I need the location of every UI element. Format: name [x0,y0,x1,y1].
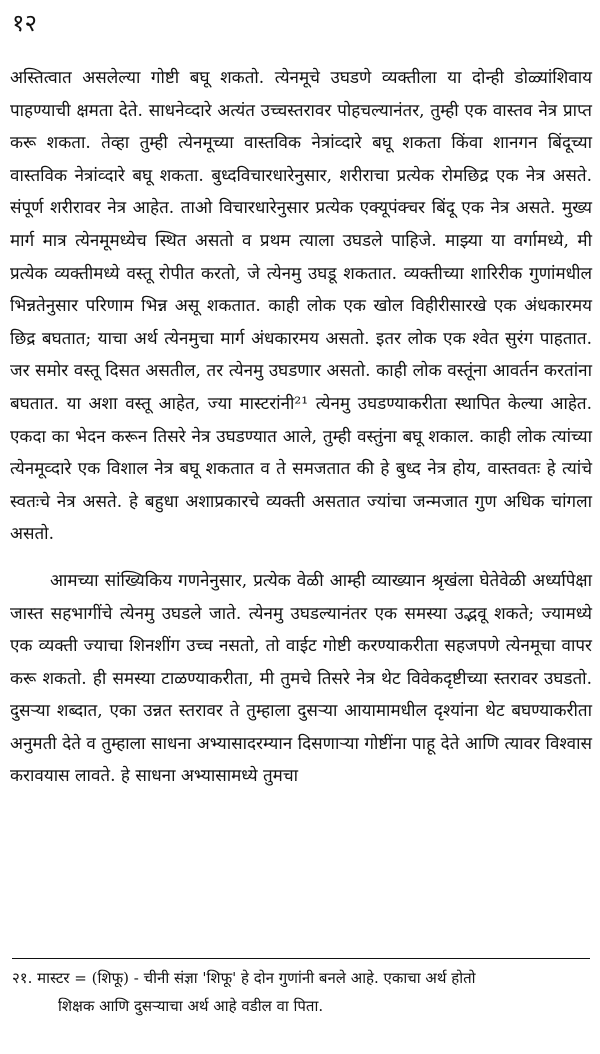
footnote-line: २१. मास्टर = (शिफू) - चीनी संज्ञा 'शिफू' हे दोन गुणांनी बनले आहे. एकाचा अर्थ होतो [12,969,476,987]
footnote-rule [12,958,590,959]
paragraph: अस्तित्वात असलेल्या गोष्टी बघू शकतो. त्येनमूचे उघडणे व्यक्तीला या दोन्ही डोळ्यांशिवाय पाहण्याची क्षमता देते. साधनेव्दारे अत्यंत उच्चस्तरावर पोहचल्यानंतर, तुम्ही एक वास्तव नेत्र प्राप्त करू शकता. तेव्हा तुम्ही त्येनमूच्या वास्तविक नेत्रांव्दारे बघू शकता किंवा शानगन बिंदूच्या वास्तविक नेत्रांव्दारे बघू शकता. बुध्दविचारधारेनुसार, शरीराचा प्रत्येक रोमछिद्र एक नेत्र असते. संपूर्ण शरीरावर नेत्र आहेत. ताओ विचारधारेनुसार प्रत्येक एक्यूपंक्चर बिंदू एक नेत्र असते. मुख्य मार्ग मात्र त्येनमूमध्येच स्थित असतो व प्रथम त्याला उघडले पाहिजे. माझ्या या वर्गामध्ये, मी प्रत्येक व्यक्तीमध्ये वस्तू रोपीत करतो, जे त्येनमु उघडू शकतात. व्यक्तीच्या शारिरीक गुणांमधील भिन्नतेनुसार परिणाम भिन्न असू शकतात. काही लोक एक खोल विहीरीसारखे एक अंधकारमय छिद्र बघतात; याचा अर्थ त्येनमुचा मार्ग अंधकारमय असतो. इतर लोक एक श्वेत सुरंग पाहतात. जर समोर वस्तू दिसत असतील, तर त्येनमु उघडणार असतो. काही लोक वस्तूंना आवर्तन करतांना बघतात. या अशा वस्तू आहेत, ज्या मास्टरांनी²¹ त्येनमु उघडण्याकरीता स्थापित केल्या आहेत. एकदा का भेदन करून तिसरे नेत्र उघडण्यात आले, तुम्ही वस्तुंना बघू शकाल. काही लोक त्यांच्या त्येनमूव्दारे एक विशाल नेत्र बघू शकतात व ते समजतात की हे बुध्द नेत्र होय, वास्तवतः हे त्यांचे स्वतःचे नेत्र असते. हे बहुधा अशाप्रकारचे व्यक्ती असतात ज्यांचा जन्मजात गुण अधिक चांगला असतो. [10,68,592,545]
page-number: १२ [12,9,37,37]
footnote-line: शिक्षक आणि दुसऱ्याचा अर्थ आहे वडील वा पिता. [58,997,324,1015]
paragraph: आमच्या सांख्यिकिय गणनेनुसार, प्रत्येक वेळी आम्ही व्याख्यान श्रृखंला घेतेवेळी अर्ध्यापेक्षा जास्त सहभागींचे त्येनमु उघडले जाते. त्येनमु उघडल्यानंतर एक समस्या उद्भवू शकते; ज्यामध्ये एक व्यक्ती ज्याचा शिनशींग उच्च नसतो, तो वाईट गोष्टी करण्याकरीता सहजपणे त्येनमूचा वापर करू शकतो. ही समस्या टाळण्याकरीता, मी तुमचे तिसरे नेत्र थेट विवेकदृष्टीच्या स्तरावर उघडतो. दुसऱ्या शब्दात, एका उन्नत स्तरावर ते तुम्हाला दुसऱ्या आयामामधील दृश्यांना थेट बघण्याकरीता अनुमती देते व तुम्हाला साधना अभ्यासादरम्यान दिसणाऱ्या गोष्टींना पाहू देते आणि त्यावर विश्वास करावयास लावते. हे साधना अभ्यासामध्ये तुमचा [10,570,592,787]
footnote [12,964,590,1020]
body-text [10,62,592,793]
